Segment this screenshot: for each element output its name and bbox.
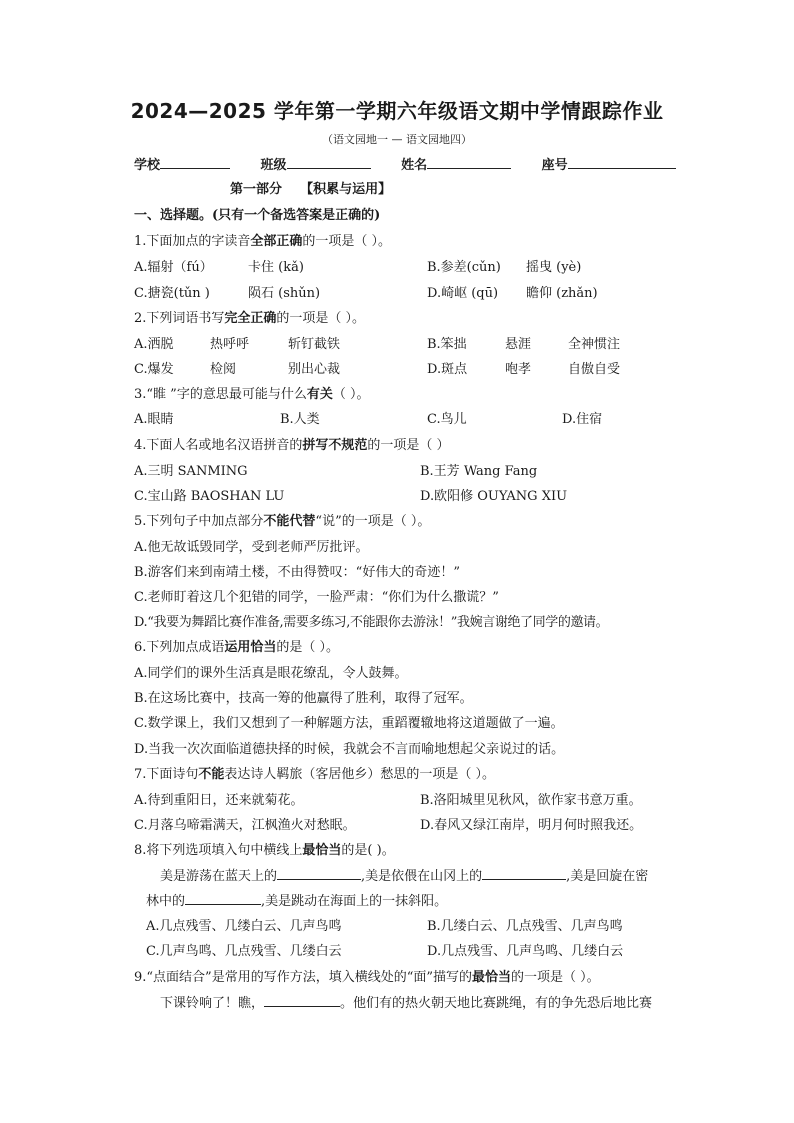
q8-option-d[interactable]: D.几点残雪、几声鸟鸣、几缕白云	[427, 944, 624, 959]
q1-option-a-2: 卡住 (kǎ)	[248, 260, 304, 275]
q2-option-b-2: 悬涯	[505, 337, 532, 352]
seat-label: 座号	[541, 158, 568, 173]
question-5: 5.下列句子中加点部分不能代替“说”的一项是（ ）。	[134, 514, 431, 529]
question-4: 4.下面人名或地名汉语拼音的拼写不规范的一项是（ ）	[134, 438, 450, 453]
seat-field[interactable]	[568, 155, 676, 169]
section-heading: 一、选择题。(只有一个备选答案是正确的)	[134, 208, 381, 223]
q2-option-a[interactable]: A.洒脱	[134, 337, 174, 352]
question-2: 2.下列词语书写完全正确的一项是（ ）。	[134, 311, 366, 326]
q8-blank-1[interactable]	[277, 867, 361, 880]
q1-option-b[interactable]: B.参差(cǔn)	[427, 260, 501, 275]
q4-option-c[interactable]: C.宝山路 BAOSHAN LU	[134, 489, 285, 504]
q9-sentence-line-1: 下课铃响了！瞧， 。他们有的热火朝天地比赛跳绳，有的争先恐后地比赛	[160, 996, 653, 1011]
q6-option-c[interactable]: C.数学课上，我们又想到了一种解题方法，重蹈覆辙地将这道题做了一遍。	[134, 716, 564, 731]
q7-option-b[interactable]: B.洛阳城里见秋风，欲作家书意万重。	[420, 793, 642, 808]
q5-option-c[interactable]: C.老师盯着这几个犯错的同学，一脸严肃：“你们为什么撒谎？”	[134, 590, 499, 605]
q3-option-c[interactable]: C.鸟儿	[427, 412, 467, 427]
q1-option-a[interactable]: A.辐射（fú）	[134, 260, 213, 275]
class-label: 班级	[260, 158, 287, 173]
class-field[interactable]	[287, 155, 371, 169]
q8-option-c[interactable]: C.几声鸟鸣、几点残雪、几缕白云	[146, 944, 342, 959]
q5-option-b[interactable]: B.游客们来到南靖土楼，不由得赞叹：“好伟大的奇迹！”	[134, 565, 460, 580]
question-9: 9.“点面结合”是常用的写作方法，填入横线处的“面”描写的最恰当的一项是（ ）。	[134, 970, 600, 985]
page-title: 2024—2025 学年第一学期六年级语文期中学情跟踪作业	[130, 99, 664, 123]
q8-option-a[interactable]: A.几点残雪、几缕白云、几声鸟鸣	[146, 919, 342, 934]
q4-option-d[interactable]: D.欧阳修 OUYANG XIU	[420, 489, 568, 504]
q1-option-c[interactable]: C.搪瓷(tǔn )	[134, 286, 210, 301]
q6-option-b[interactable]: B.在这场比赛中，技高一筹的他赢得了胜利，取得了冠军。	[134, 691, 473, 706]
q6-option-d[interactable]: D.当我一次次面临道德抉择的时候，我就会不言而喻地想起父亲说过的话。	[134, 742, 565, 757]
question-7: 7.下面诗句不能表达诗人羁旅（客居他乡）愁思的一项是（ ）。	[134, 767, 496, 782]
q1-option-d[interactable]: D.崎岖 (qū)	[427, 286, 499, 301]
q4-option-b[interactable]: B.王芳 Wang Fang	[420, 464, 538, 479]
student-info-row	[134, 154, 674, 173]
q7-option-d[interactable]: D.春风又绿江南岸，明月何时照我还。	[420, 818, 643, 833]
q1-option-d-2: 瞻仰 (zhǎn)	[526, 286, 598, 301]
page-subtitle: （语文园地一 — 语文园地四）	[322, 133, 472, 146]
q6-option-a[interactable]: A.同学们的课外生活真是眼花缭乱，令人鼓舞。	[134, 666, 408, 681]
q7-option-c[interactable]: C.月落乌啼霜满天，江枫渔火对愁眠。	[134, 818, 356, 833]
q2-option-d-2: 咆孝	[505, 362, 532, 377]
q2-option-d-3: 自傲自受	[568, 362, 621, 377]
q1-option-b-2: 摇曳 (yè)	[526, 260, 582, 275]
q1-option-c-2: 陨石 (shǔn)	[248, 286, 321, 301]
q8-sentence-line-2: 林中的 ,美是跳动在海面上的一抹斜阳。	[146, 894, 448, 909]
name-field[interactable]	[427, 155, 511, 169]
name-label: 姓名	[401, 158, 428, 173]
q2-option-b[interactable]: B.笨拙	[427, 337, 467, 352]
q8-blank-3[interactable]	[185, 892, 261, 905]
question-6: 6.下列加点成语运用恰当的是（ ）。	[134, 640, 340, 655]
q2-option-a-3: 斩钉截铁	[288, 337, 341, 352]
q2-option-c-2: 检阅	[210, 362, 237, 377]
q8-option-b[interactable]: B.几缕白云、几点残雪、几声鸟鸣	[427, 919, 623, 934]
question-3: 3.“睢 ”字的意思最可能与什么有关（ ）。	[134, 387, 370, 402]
q3-option-a[interactable]: A.眼睛	[134, 412, 174, 427]
school-label: 学校	[134, 158, 161, 173]
school-field[interactable]	[160, 155, 230, 169]
part-heading: 第一部分 【积累与运用】	[230, 182, 392, 197]
q2-option-c[interactable]: C.爆发	[134, 362, 174, 377]
q5-option-d[interactable]: D.“我要为舞蹈比赛作准备,需要多练习,不能跟你去游泳！”我婉言谢绝了同学的邀请。	[134, 615, 609, 630]
q9-blank[interactable]	[264, 994, 340, 1007]
q2-option-d[interactable]: D.斑点	[427, 362, 468, 377]
q2-option-b-3: 全神惯注	[568, 337, 621, 352]
q5-option-a[interactable]: A.他无故诋毁同学，受到老师严厉批评。	[134, 540, 369, 555]
q2-option-a-2: 热呼呼	[210, 337, 250, 352]
q3-option-d[interactable]: D.住宿	[562, 412, 603, 427]
q8-blank-2[interactable]	[482, 867, 566, 880]
q3-option-b[interactable]: B.人类	[280, 412, 320, 427]
q8-sentence-line-1: 美是游荡在蓝天上的 ,美是依偎在山冈上的 ,美是回旋在密	[160, 869, 649, 884]
question-8: 8.将下列选项填入句中横线上最恰当的是( )。	[134, 843, 395, 858]
q2-option-c-3: 别出心裁	[288, 362, 341, 377]
q7-option-a[interactable]: A.待到重阳日，还来就菊花。	[134, 793, 304, 808]
q4-option-a[interactable]: A.三明 SANMING	[134, 464, 248, 479]
question-1: 1.下面加点的字读音全部正确的一项是（ ）。	[134, 234, 392, 249]
